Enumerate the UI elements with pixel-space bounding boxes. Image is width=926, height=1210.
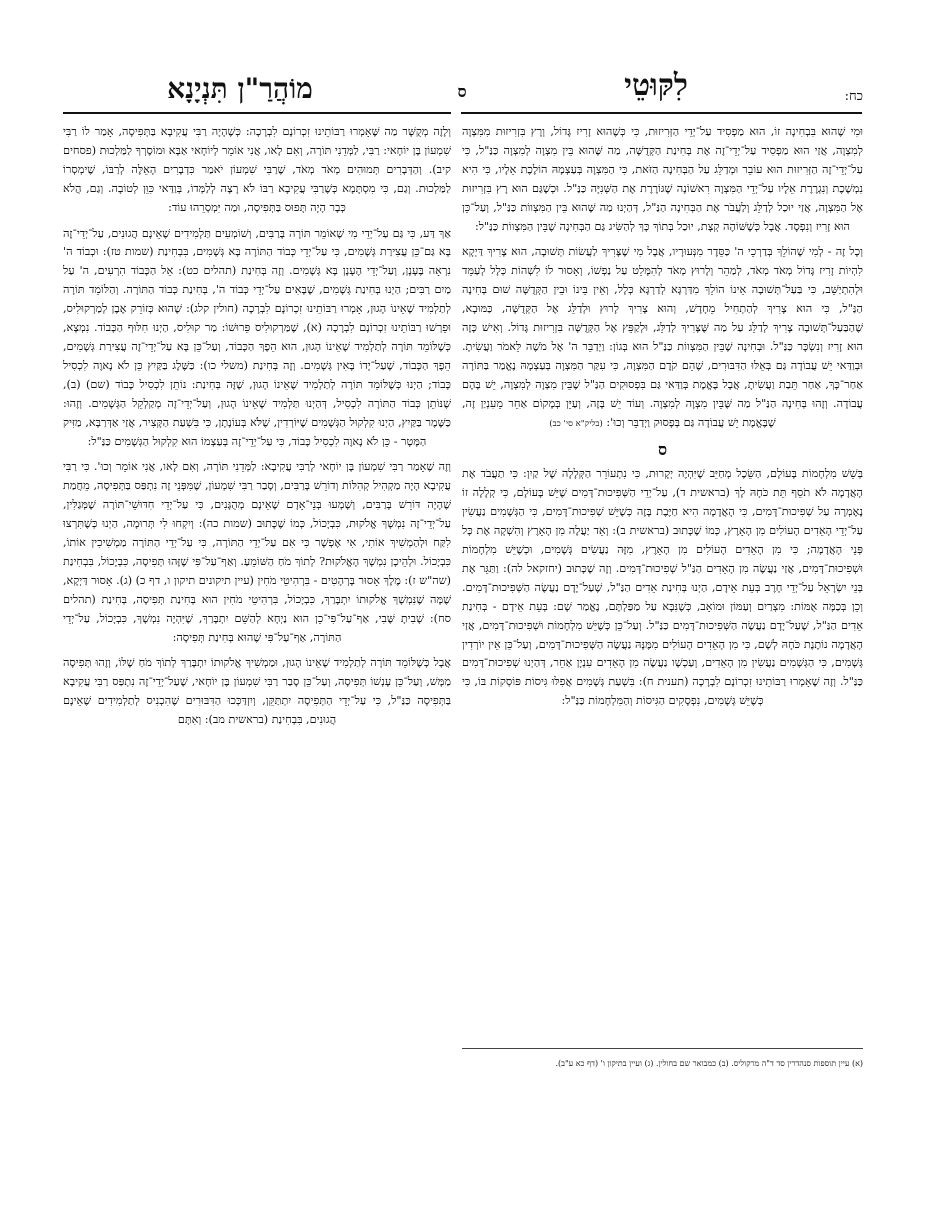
right-column — [462, 123, 863, 1043]
footnote-rule — [462, 1048, 863, 1049]
paragraph-4: וְלָזֶה מְקֻשָּׁר מַה שֶּׁאָמְרוּ רַבּוֹתֵינוּ זִכְרוֹנָם לִבְרָכָה: כְּשֶׁהָיָה רַבִּי עֲקִיבָא בַּתְּפִיסָה, אָמַר לוֹ רַבִּי שִׁמְעוֹן בֶּן יוֹחָאי: רַבִּי, לַמְּדֵנִי תּוֹרָה, וְאִם לָאו, אֲנִי אוֹמֵר לְיוֹחָאי אַבָּא וּמוֹסֶרְךָ לַמַּלְכוּת (פסחים קיב). וְהַדְּבָרִים תְּמוּהִים מְאֹד מְאֹד, שֶׁרַבִּי שִׁמְעוֹן יֹאמַר כִּדְבָרִים הָאֵלֶּה לְרַבּוֹ, שֶׁימְסְרוֹ לַמַּלְכוּת. וְגַם, כִּי מִסְתָּמָא כְּשֶׁרַבִּי עֲקִיבָא רַבּוֹ לֹא רָצָה לְלַמְּדוֹ, בְּוַדַּאי כִּוֵּן לְטוֹבָה. וְגַם, הֲלֹא כְּבָר הָיָה תָּפוּס בַּתְּפִיסָה, וּמַה יִּמְסְרֵהוּ עוֹד: — [63, 125, 451, 214]
header-rule-left — [63, 112, 451, 114]
paragraph-7: אֲבָל כְּשֶׁלּוֹמֵד תּוֹרָה לְתַלְמִיד שֶׁאֵינוֹ הָגוּן, וּמַמְשִׁיךְ אֱלֹקוּתוֹ יִתְבָּרַךְ לְתוֹךְ מֹחַ שֶׁלּוֹ, וְזֶהוּ תְּפִיסָה מַמָּשׁ, וְעַל־כֵּן עָנְשׁוֹ תְּפִיסָה, וְעַל־כֵּן סָבַר רַבִּי שִׁמְעוֹן בֶּן יוֹחָאי, שֶׁעַל־יְדֵי־זֶה נִתְפַּס רַבִּי עֲקִיבָא בַּתְּפִיסָה כַּנַּ"ל, כִּי עַל־יְדֵי הַתְּפִיסָה יִתְתַּקֵּן, וְיִזְדַּכְּכוּ הַדִּבּוּרִים שֶׁהִכְנִיס לְתַלְמִידִים שֶׁאֵינָם הֲגוּנִים, בִּבְחִינַת (בראשית מב): וְאִתָּם — [63, 656, 451, 727]
paragraph-1: וּמִי שֶׁהוּא בִּבְחִינָה זוֹ, הוּא מַפְסִיד עַל־יְדֵי הַזְּרִיזוּת, כִּי כְּשֶׁהוּא זָרִיז גָּדוֹל, וְרָץ בִּזְרִיזוּת מִמִּצְוָה לְמִצְוָה, אֲזַי הוּא מַפְסִיד עַל־יְדֵי־זֶה אֶת בְּחִינַת הַקְּדֻשָּׁה, מַה שֶּׁהוּא בֵּין מִצְוָה לְמִצְוָה כַּנַּ"ל, כִּי עַל־יְדֵי־זֶה הַזְּרִיזוּת הוּא עוֹבֵר וּמְדַלֵּג עַל הַבְּחִינָה הַזֹּאת, כִּי הַמִּצְוָה בְּעַצְמָהּ הוֹלֶכֶת אֵלָיו, כִּי הִיא נִמְשֶׁכֶת וְנִגְרֶרֶת אֵלָיו עַל־יְדֵי הַמִּצְוָה רִאשׁוֹנָה שֶׁגּוֹרֶרֶת אֶת הַשְּׁנִיָּה כַּנַּ"ל. וּכְשֶׁגַּם הוּא רָץ בִּזְרִיזוּת אֶל הַמִּצְוָה, אֲזַי יוּכַל לְדַלֵּג וְלַעֲבֹר אֶת הַבְּחִינָה הַנַּ"ל, דְּהַיְנוּ מַה שֶּׁהוּא בֵּין הַמִּצְווֹת כַּנַּ"ל, וְעַל־כֵּן הוּא זָרִיז וְנִפְסָד. אֲבָל כְּשֶׁשּׁוֹהֶה קְצָת, יוּכַל בְּתוֹךְ כָּךְ לְהַשִּׂיג גַּם הַבְּחִינָה שֶׁבֵּין הַמִּצְווֹת כַּנַּ"ל: — [462, 125, 863, 233]
citation: (בליק"א סי' כב) — [549, 418, 603, 429]
paragraph-6: וְזֶה שֶׁאָמַר רַבִּי שִׁמְעוֹן בֶּן יוֹחָאי לְרַבִּי עֲקִיבָא: לַמְּדֵנִי תּוֹרָה, וְאִם לָאו, אֲנִי אוֹמֵר וְכוּ'. כִּי רַבִּי עֲקִיבָא הָיָה מַקְהִיל קְהִלּוֹת וְדוֹרֵשׁ בָּרַבִּים, וְסָבַר רַבִּי שִׁמְעוֹן, שֶׁמִּפְּנֵי זֶה נִתְפַּס בַּתְּפִיסָה, מֵחֲמַת שֶׁהָיָה דּוֹרֵשׁ בָּרַבִּים, וְשָׁמְעוּ בְּנֵי־אָדָם שֶׁאֵינָם מְהֻגָּנִים, כִּי עַל־יְדֵי חִדּוּשֵׁי־תּוֹרָה שֶׁמְּגַלִּין, עַל־יְדֵי־זֶה נִמְשָׁךְ אֱלֹקוּת, כִּבְיָכוֹל, כְּמוֹ שֶׁכָּתוּב (שמות כה): וְיִקְחוּ לִי תְּרוּמָה, הַיְנוּ כְּשֶׁתִּרְצוּ לִקַּח וּלְהַמְשִׁיךְ אוֹתִי, אִי אֶפְשָׁר כִּי אִם עַל־יְדֵי הַתּוֹרָה, כִּי עַל־יְדֵי הַתּוֹרָה מַמְשִׁיכִין אוֹתוֹ, כִּבְיָכוֹל. וּלְהֵיכָן נִמְשָׁךְ הָאֱלֹקוּת? לְתוֹךְ מֹחַ הַשּׁוֹמֵעַ. וְאַף־עַל־פִּי שֶׁזֶּהוּ תְּפִיסָה, כִּבְיָכוֹל, בִּבְחִינַת (שה"ש ז): מֶלֶךְ אָסוּר בָּרְהָטִים - בִּרְהִיטֵי מֹחִין (עיין תיקונים תיקון ו, דף כ) (ג). אָסוּר דַּיְקָא, שֶׁמָּה שֶׁנִּמְשָׁךְ אֱלֹקוּתוֹ יִתְבָּרַךְ, כִּבְיָכוֹל, בִּרְהִיטֵי מֹחִין הוּא בְּחִינַת תְּפִיסָה, בְּחִינַת (תהלים סח): שָׁבִיתָ שֶּׁבִי, אַף־עַל־פִּי־כֵן הוּא נַיְחָא לְהַשֵּׁם יִתְבָּרַךְ, שֶׁיִּהְיֶה נִמְשָׁךְ, כִּבְיָכוֹל, עַל־יְדֵי הַתּוֹרָה, אַף־עַל־פִּי שֶׁהוּא בְּחִינַת תְּפִיסָה: — [63, 460, 451, 644]
paragraph-5: אַךְ דַּע, כִּי גַּם עַל־יְדֵי מִי שֶׁאוֹמֵר תּוֹרָה בָּרַבִּים, וְשׁוֹמְעִים תַּלְמִידִים שֶׁאֵינָם הֲגוּנִים, עַל־יְדֵי־זֶה בָּא גַּם־כֵּן עֲצִירַת גְּשָׁמִים, כִּי עַל־יְדֵי כְּבוֹד הַתּוֹרָה בָּא גְּשָׁמִים, בִּבְחִינַת (שמות טז): וּכְבוֹד ה' נִרְאָה בֶּעָנָן, וְעַל־יְדֵי הֶעָנָן בָּא גְּשָׁמִים. וְזֶה בְּחִינַת (תהלים כט): אֵל הַכָּבוֹד הִרְעִים, ה' עַל מַיִם רַבִּים; הַיְנוּ בְּחִינַת גְּשָׁמִים, שֶׁבָּאִים עַל־יְדֵי כְּבוֹד ה', בְּחִינַת כְּבוֹד הַתּוֹרָה. וְהַלּוֹמֵד תּוֹרָה לְתַלְמִיד שֶׁאֵינוֹ הָגוּן, אָמְרוּ רַבּוֹתֵינוּ זִכְרוֹנָם לִבְרָכָה (חולין קלג): שֶׁהוּא כְּזוֹרֵק אֶבֶן לְמַרְקוּלִיס, וּפֵרְשׁוּ רַבּוֹתֵינוּ זִכְרוֹנָם לִבְרָכָה (א), שֶׁמַּרְקוּלִיס פֵּרוּשׁוֹ: מַר קוּלִיס, הַיְנוּ חִלּוּף הַכָּבוֹד. נִמְצָא, כְּשֶׁלּוֹמֵד תּוֹרָה לְתַלְמִיד שֶׁאֵינוֹ הָגוּן, הוּא הֵפֶךְ הַכָּבוֹד, וְעַל־כֵּן בָּא עַל־יְדֵי־זֶה עֲצִירַת גְּשָׁמִים, הֵפֶךְ הַכָּבוֹד, שֶׁעַל־יָדוֹ בָּאִין גְּשָׁמִים. וְזֶה בְּחִינַת (משלי כו): כַּשֶּׁלֶג בַּקַּיִץ כֵּן לֹא נָאוֶה לִכְסִיל כָּבוֹד; הַיְנוּ כְּשֶׁלּוֹמֵד תּוֹרָה לְתַלְמִיד שֶׁאֵינוֹ הָגוּן, שֶׁזֶּה בְּחִינַת: נוֹתֵן לִכְסִיל כָּבוֹד (שם) (ב), שֶׁנּוֹתֵן כְּבוֹד הַתּוֹרָה לִכְסִיל, דְּהַיְנוּ תַּלְמִיד שֶׁאֵינוֹ הָגוּן, וְעַל־יְדֵי־זֶה מְקַלְקֵל הַגְּשָׁמִים. וְזֶהוּ: כַּשֶּׁמֶר בַּקַּיִץ, הַיְנוּ קִלְקוּל הַגְּשָׁמִים שֶׁיּוֹרְדִין, שֶׁלֹּא בְּעוֹנָתָן, כִּי בִּשְׁעַת הַקָּצִיר, אֲזַי אַדְּרַבָּא, מַזִּיק הַמָּטָר - כֵּן לֹא נָאוֶה לִכְסִיל כָּבוֹד, כִּי עַל־יְדֵי־זֶה בְּעַצְמוֹ הוּא קִלְקוּל הַגְּשָׁמִים כַּנַּ"ל: — [63, 226, 451, 448]
paragraph-2-text: וְכָל זֶה - לְמִי שֶׁהוֹלֵךְ בְּדַרְכֵי ה' כַּסֵּדֶר מִנְּעוּרָיו, אֲבָל מִי שֶׁצָּרִיךְ לַעֲשׂוֹת תְּשׁוּבָה, הוּא צָרִיךְ דַּיְקָא לִהְיוֹת זָרִיז גָּדוֹל מְאֹד מְאֹד, לְמַהֵר וְלָרוּץ מְאֹד לְהִמָּלֵט עַל נַפְשׁוֹ, וְאָסוּר לוֹ לִשְׁהוֹת כְּלָל לְעַמֵּד וּלְהִתְיַשֵּׁב, כִּי בַּעַל־תְּשׁוּבָה אֵינוֹ הוֹלֵךְ מִדַּרְגָּא לְדַרְגָּא כְּלָל, וְאֵין בֵּינוֹ וּבֵין הַקְּדֻשָּׁה שׁוּם בְּחִינָה הַנַּ"ל, כִּי הוּא צָרִיךְ לְהַתְחִיל מֵחָדָשׁ, וְהוּא צָרִיךְ לָרוּץ וּלְדַלֵּג אֶל הַקְּדֻשָּׁה, כַּמּוּבָא, שֶׁהַבַּעַל־תְּשׁוּבָה צָרִיךְ לְדַלֵּג עַל מַה שֶּׁצָּרִיךְ לְדַלֵּג, וּלְקַפֵּץ אֶל הַקְּדֻשָּׁה בִּזְרִיזוּת גָּדוֹל. וְאִישׁ כָּזֶה הוּא זָרִיז וְנִשְׂכָּר כַּנַּ"ל. וּבְחִינָה שֶׁבֵּין הַמִּצְווֹת כַּנַּ"ל הוּא בְּגוֹן: וַיְדַבֵּר ה' אֶל מֹשֶׁה לֵּאמֹר וַעֲשִׂיתָ. וּבְוַדַּאי יֵשׁ עֲבוֹדָה גַּם בְּאֵלּוּ הַדִּבּוּרִים, שֶׁהֵם קֹדֶם הַמִּצְוָה, כִּי עִקַּר הַמִּצְוָה בְּעַצְמָהּ נֶאֱמַר בַּתּוֹרָה אַחַר־כָּךְ, אַחַר תֵּבַת וַעֲשִׂיתָ, אֲבָל בֶּאֱמֶת בְּוַדַּאי גַּם בִּפְסוּקִים הַנַּ"ל שֶׁבֵּין מִצְוָה לְמִצְוָה, יֵשׁ בָּהֶם עֲבוֹדָה. וְזֶהוּ בְּחִינָה הַנַּ"ל מַה שֶּׁבֵּין מִצְוָה לְמִצְוָה. וְעוֹד יֵשׁ בָּזֶה, וְעַיֵּן בְּמָקוֹם אַחֵר מֵעִנְיַן זֶה, שֶׁבֶּאֱמֶת יֵשׁ עֲבוֹדָה גַּם בְּפָסוּק וַיְדַבֵּר וְכוּ': — [462, 245, 863, 429]
footnotes: (א) עיין תוספות סנהדרין סד ד"ה מרקוליס. (ב) כמבואר שם בחולין. (ג) ועיין בתיקון ו' (דף כא ע"ב). — [555, 1059, 863, 1068]
left-column — [63, 123, 451, 1175]
page-number: כח: — [844, 89, 863, 104]
section-mark: ס — [457, 82, 467, 101]
paragraph-3: בְּשֵׁשׁ מִלְחָמוֹת בָּעוֹלָם, הַשֵּׂכֶל מְחַיֵּב שֶׁיִּהְיֶה יְקָרוּת, כִּי נִתְעוֹרֵר הַקְּלָלָה שֶׁל קַיִן: כִּי תַעֲבֹד אֶת הָאֲדָמָה לֹא תֹסֵף תֵּת כֹּחָהּ לָךְ (בראשית ד), עַל־יְדֵי הַשְּׁפִיכוּת־דָּמִים שֶׁיֵּשׁ בָּעוֹלָם, כִּי קְלָלָה זוֹ נֶאֶמְרָה עַל שְׁפִיכוּת־דָּמִים, כִּי הָאֲדָמָה הִיא חַיֶּבֶת בָּזֶה כְּשֶׁיֵּשׁ שְׁפִיכוּת־דָּמִים, כִּי הַגְּשָׁמִים נַעֲשִׂין עַל־יְדֵי הָאֵדִים הָעוֹלִים מִן הָאָרֶץ, כְּמוֹ שֶׁכָּתוּב (בראשית ב): וְאֵד יַעֲלֶה מִן הָאָרֶץ וְהִשְׁקָה אֶת כָּל פְּנֵי הָאֲדָמָה; כִּי מִן הָאֵדִים הָעוֹלִים מִן הָאָרֶץ, מִזֶּה נַעֲשִׂים גְּשָׁמִים, וּכְשֶׁיֵּשׁ מִלְחָמוֹת וּשְׁפִיכוּת־דָּמִים, אֲזַי נַעֲשֶׂה מִן הָאֵדִים הַנַּ"ל שְׁפִיכוּת־דָּמִים. וְזֶה שֶׁכָּתוּב (יחזקאל לה): וַתַּגֵּר אֶת בְּנֵי יִשְׂרָאֵל עַל־יְדֵי חָרֶב בְּעֵת אֵידָם, הַיְנוּ בְּחִינַת אֵדִים הַנַּ"ל, שֶׁעַל־יָדָם נַעֲשֶׂה הַשְּׁפִיכוּת־דָּמִים. וְכֵן בְּכַמָּה אֻמּוֹת: מִצְרַיִם וְעַמּוֹן וּמוֹאָב, כְּשֶׁנִּבָּא עַל מַפַּלְתָּם, נֶאֱמַר שָׁם: בְּעֵת אֵידָם - בְּחִינַת אֵדִים הַנַּ"ל, שֶׁעַל־יָדָם נַעֲשֶׂה הַשְּׁפִיכוּת־דָּמִים כַּנַּ"ל. וְעַל־כֵּן כְּשֶׁיֵּשׁ מִלְחָמוֹת וּשְׁפִיכוּת־דָּמִים, אֲזַי הָאֲדָמָה נוֹתֶנֶת כֹּחָהּ לְשָׁם, כִּי מִן הָאֵדִים הָעוֹלִים מִמֶּנָּהּ נַעֲשֶׂה הַשְּׁפִיכוּת־דָּמִים, וְעַל־כֵּן אֵין יוֹרְדִין גְּשָׁמִים, כִּי הַגְּשָׁמִים נַעֲשִׂין מִן הָאֵדִים, וְעַכְשָׁו נַעֲשֶׂה מִן הָאֵדִים עִנְיָן אַחֵר, דְּהַיְנוּ שְׁפִיכוּת־דָּמִים כַּנַּ"ל. וְזֶה שֶׁאָמְרוּ רַבּוֹתֵינוּ זִכְרוֹנָם לִבְרָכָה (תענית ח): בִּשְׁעַת גְּשָׁמִים אֲפִלּוּ גִּיסוֹת פּוֹסְקוֹת בּוֹ, כִּי כְּשֶׁיֵּשׁ גְּשָׁמִים, נִפְסָקִים הַגִּיסוֹת וְהַמִּלְחָמוֹת כַּנַּ"ל: — [462, 467, 863, 708]
section-divider: ס — [657, 439, 668, 459]
paragraph-2 — [462, 243, 863, 433]
header-volume-title: מוֹהֲרַ"ן תִּנְיָנָא — [167, 72, 313, 105]
header-rule-right — [461, 112, 862, 114]
header-book-title: לִקּוּטֵי — [624, 68, 688, 103]
